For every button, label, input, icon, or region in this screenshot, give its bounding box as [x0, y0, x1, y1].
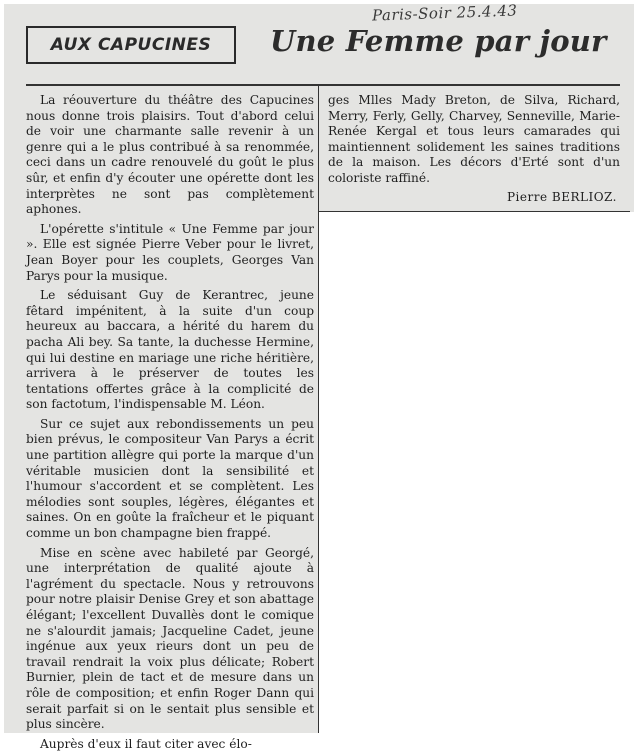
paragraph: Sur ce sujet aux rebondissements un peu bien prévus, le compositeur Van Parys a écrit une partition allègre qui porte la marque d'un véritable musicien dont la sensibilité et l'humour s'accordent et se complètent. Les mélodies sont souples, légères, élégantes et saines. On en goûte la fraîcheur et le piquant comme un bon champagne bien frappé.: [26, 416, 314, 541]
bottom-rule-right: [318, 211, 630, 212]
article-column-2: [328, 93, 620, 191]
paragraph: L'opérette s'intitule « Une Femme par jour ». Elle est signée Pierre Veber pour le livret, Jean Boyer pour les couplets, Georges Van Parys pour la musique.: [26, 221, 314, 283]
column-divider: [318, 86, 319, 733]
paragraph: Le séduisant Guy de Kerantrec, jeune fêtard impénitent, à la suite d'un coup heureux au baccara, a hérité du harem du pacha Ali bey. Sa tante, la duchesse Hermine, qui lui destine en mariage une riche héritière, arrivera à le préserver de toutes les tentations offertes grâce à la complicité de son factotum, l'indispensable M. Léon.: [26, 288, 314, 412]
section-heading-box: AUX CAPUCINES: [26, 26, 236, 64]
paragraph: La réouverture du théâtre des Capucines nous donne trois plaisirs. Tout d'abord celui de voir une charmante salle revenir à un genre qui a le plus contribué à sa renommée, ceci dans un cadre renouvelé du goût le plus sûr, et enfin d'y écouter une opérette dont les interprètes ne sont pas complètement aphones.: [26, 93, 314, 217]
paragraph: Auprès d'eux il faut citer avec élo-: [40, 736, 252, 751]
paragraph: Mise en scène avec habileté par Georgé, une interprétation de qualité ajoute à l'agrément du spectacle. Nous y retrouvons pour notre plaisir Denise Grey et son abattage élégant; l'excellent Duvallès dont le comique ne s'alourdit jamais; Jacqueline Cadet, jeune ingénue aux yeux rieurs dont un peu de travail rendrait la voix plus délicate; Robert Burnier, plein de tact et de mesure dans un rôle de composition; et enfin Roger Dann qui serait parfait si on le sentait plus sensible et plus sincère.: [26, 545, 314, 732]
article-headline: Une Femme par jour: [270, 24, 607, 58]
headline-rule: [26, 84, 620, 86]
article-column-1: [26, 93, 314, 756]
author-signature: Pierre BERLIOZ.: [506, 190, 617, 204]
handwritten-date-note: Paris-Soir 25.4.43: [371, 1, 518, 25]
blank-area: [318, 212, 634, 733]
paragraph: ges Mlles Mady Breton, de Silva, Richard, Merry, Ferly, Gelly, Charvey, Senneville, Marie-Renée Kergal et tous leurs camarades qui maintiennent solidement les saines traditions de la maison. Les décors d'Erté sont d'un coloriste raffiné.: [328, 93, 620, 185]
